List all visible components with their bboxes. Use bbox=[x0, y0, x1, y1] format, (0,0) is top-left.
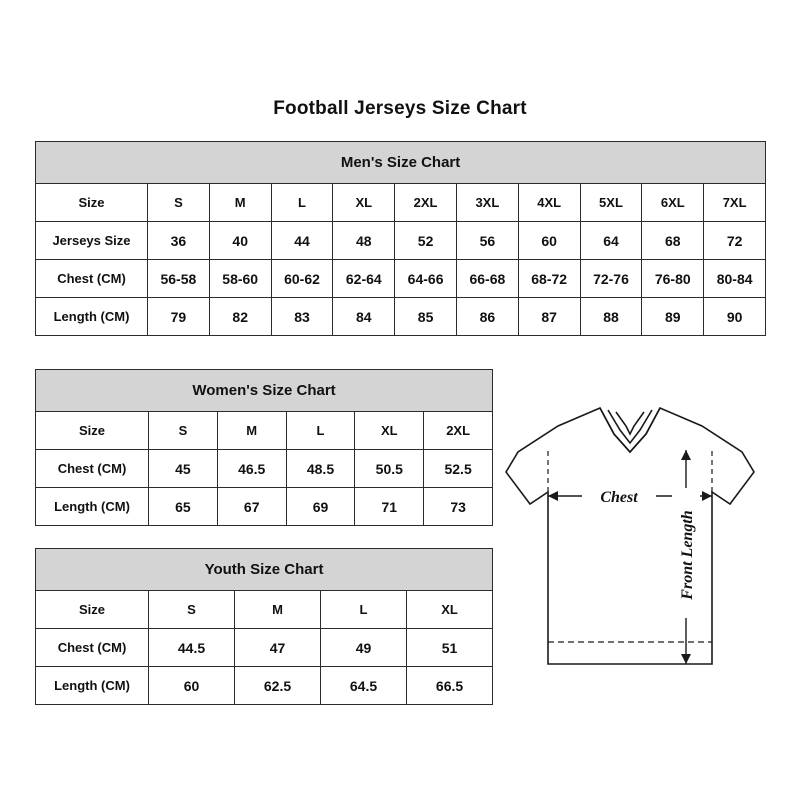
table-cell: 49 bbox=[321, 629, 407, 667]
youth-size-table bbox=[35, 548, 493, 705]
table-cell: 48 bbox=[333, 222, 395, 260]
table-cell: 66.5 bbox=[407, 667, 493, 705]
table-cell: 66-68 bbox=[456, 260, 518, 298]
row-label: Chest (CM) bbox=[36, 450, 149, 488]
table-cell: 79 bbox=[148, 298, 210, 336]
column-header: Size bbox=[36, 412, 149, 450]
column-header: XL bbox=[333, 184, 395, 222]
table-row bbox=[36, 450, 493, 488]
table-header-row bbox=[36, 412, 493, 450]
table-section-header-row bbox=[36, 370, 493, 412]
table-header-row bbox=[36, 184, 766, 222]
row-label: Length (CM) bbox=[36, 667, 149, 705]
column-header: M bbox=[235, 591, 321, 629]
table-header-row bbox=[36, 591, 493, 629]
table-row bbox=[36, 260, 766, 298]
table-cell: 64.5 bbox=[321, 667, 407, 705]
table-section-header-row bbox=[36, 142, 766, 184]
womens-size-chart-section bbox=[35, 369, 492, 526]
column-header: 2XL bbox=[424, 412, 493, 450]
table-cell: 83 bbox=[271, 298, 333, 336]
table-cell: 52 bbox=[395, 222, 457, 260]
table-cell: 73 bbox=[424, 488, 493, 526]
table-cell: 72 bbox=[704, 222, 766, 260]
table-cell: 71 bbox=[355, 488, 424, 526]
column-header: S bbox=[149, 591, 235, 629]
column-header: 3XL bbox=[456, 184, 518, 222]
page-title: Football Jerseys Size Chart bbox=[273, 98, 527, 119]
table-cell: 80-84 bbox=[704, 260, 766, 298]
table-cell: 50.5 bbox=[355, 450, 424, 488]
womens-size-table bbox=[35, 369, 493, 526]
table-cell: 84 bbox=[333, 298, 395, 336]
table-cell: 58-60 bbox=[209, 260, 271, 298]
chest-label: Chest bbox=[600, 489, 638, 506]
table-cell: 90 bbox=[704, 298, 766, 336]
row-label: Length (CM) bbox=[36, 298, 148, 336]
table-row bbox=[36, 222, 766, 260]
table-cell: 76-80 bbox=[642, 260, 704, 298]
table-cell: 86 bbox=[456, 298, 518, 336]
tshirt-outline-icon bbox=[506, 408, 754, 664]
table-cell: 72-76 bbox=[580, 260, 642, 298]
table-cell: 69 bbox=[286, 488, 355, 526]
table-cell: 64 bbox=[580, 222, 642, 260]
table-cell: 62.5 bbox=[235, 667, 321, 705]
table-cell: 64-66 bbox=[395, 260, 457, 298]
table-cell: 56-58 bbox=[148, 260, 210, 298]
tshirt-measurement-diagram bbox=[500, 400, 785, 700]
table-cell: 45 bbox=[149, 450, 218, 488]
column-header: L bbox=[321, 591, 407, 629]
table-cell: 67 bbox=[217, 488, 286, 526]
table-cell: 88 bbox=[580, 298, 642, 336]
table-cell: 46.5 bbox=[217, 450, 286, 488]
table-cell: 68-72 bbox=[518, 260, 580, 298]
table-cell: 44.5 bbox=[149, 629, 235, 667]
mens-size-table bbox=[35, 141, 766, 336]
youth-size-chart-section bbox=[35, 548, 492, 705]
column-header: S bbox=[149, 412, 218, 450]
table-cell: 87 bbox=[518, 298, 580, 336]
row-label: Chest (CM) bbox=[36, 260, 148, 298]
row-label: Length (CM) bbox=[36, 488, 149, 526]
column-header: 7XL bbox=[704, 184, 766, 222]
table-cell: 44 bbox=[271, 222, 333, 260]
youth-section-heading: Youth Size Chart bbox=[36, 549, 493, 591]
column-header: 6XL bbox=[642, 184, 704, 222]
mens-size-chart-section bbox=[35, 141, 765, 336]
table-cell: 36 bbox=[148, 222, 210, 260]
column-header: L bbox=[271, 184, 333, 222]
row-label: Jerseys Size bbox=[36, 222, 148, 260]
table-cell: 65 bbox=[149, 488, 218, 526]
table-cell: 47 bbox=[235, 629, 321, 667]
table-cell: 51 bbox=[407, 629, 493, 667]
column-header: 4XL bbox=[518, 184, 580, 222]
table-cell: 68 bbox=[642, 222, 704, 260]
front-length-label: Front Length bbox=[679, 510, 696, 600]
column-header: 5XL bbox=[580, 184, 642, 222]
table-row bbox=[36, 667, 493, 705]
row-label: Chest (CM) bbox=[36, 629, 149, 667]
table-row bbox=[36, 629, 493, 667]
table-cell: 60 bbox=[149, 667, 235, 705]
table-row bbox=[36, 488, 493, 526]
table-cell: 60 bbox=[518, 222, 580, 260]
column-header: XL bbox=[407, 591, 493, 629]
table-cell: 85 bbox=[395, 298, 457, 336]
womens-section-heading: Women's Size Chart bbox=[36, 370, 493, 412]
column-header: XL bbox=[355, 412, 424, 450]
table-cell: 62-64 bbox=[333, 260, 395, 298]
mens-section-heading: Men's Size Chart bbox=[36, 142, 766, 184]
table-cell: 82 bbox=[209, 298, 271, 336]
column-header: M bbox=[217, 412, 286, 450]
column-header: L bbox=[286, 412, 355, 450]
column-header: Size bbox=[36, 591, 149, 629]
table-cell: 40 bbox=[209, 222, 271, 260]
column-header: S bbox=[148, 184, 210, 222]
column-header: M bbox=[209, 184, 271, 222]
table-cell: 60-62 bbox=[271, 260, 333, 298]
table-cell: 89 bbox=[642, 298, 704, 336]
column-header: 2XL bbox=[395, 184, 457, 222]
table-cell: 52.5 bbox=[424, 450, 493, 488]
table-section-header-row bbox=[36, 549, 493, 591]
column-header: Size bbox=[36, 184, 148, 222]
table-cell: 48.5 bbox=[286, 450, 355, 488]
table-row bbox=[36, 298, 766, 336]
table-cell: 56 bbox=[456, 222, 518, 260]
